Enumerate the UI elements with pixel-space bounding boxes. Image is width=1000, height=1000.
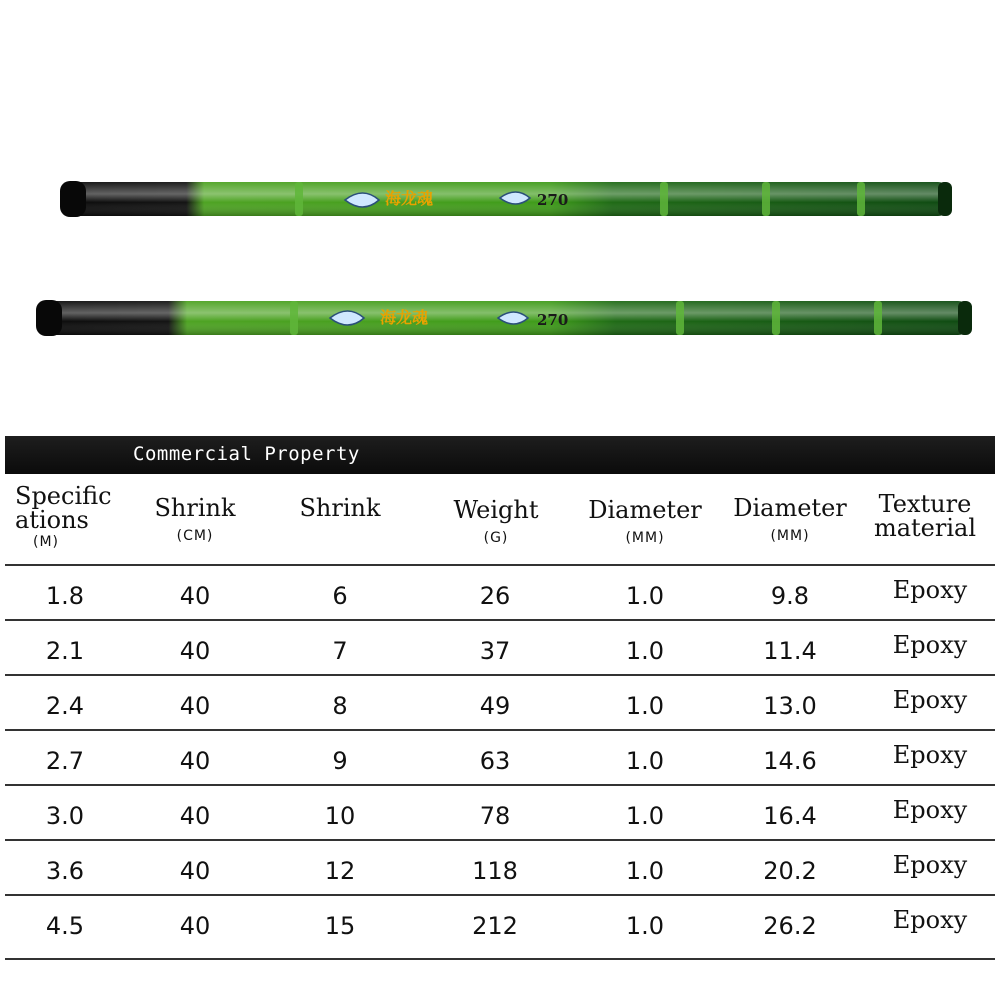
table-row: 2.4 40 8 49 1.0 13.0 Epoxy bbox=[5, 674, 995, 731]
fishing-rod-1 bbox=[60, 181, 952, 217]
table-row: 2.7 40 9 63 1.0 14.6 Epoxy bbox=[5, 729, 995, 786]
rod-length-label: 270 bbox=[537, 311, 569, 329]
rod-images bbox=[0, 0, 1000, 400]
table-row: 3.6 40 12 118 1.0 20.2 Epoxy bbox=[5, 839, 995, 896]
column-header-diameter-1: Diameter (MM) bbox=[588, 496, 702, 546]
table-row: 3.0 40 10 78 1.0 16.4 Epoxy bbox=[5, 784, 995, 841]
table-row: 1.8 40 6 26 1.0 9.8 Epoxy bbox=[5, 564, 995, 621]
table-row: 2.1 40 7 37 1.0 11.4 Epoxy bbox=[5, 619, 995, 676]
table-header-bar bbox=[5, 436, 995, 474]
column-header-specifications: Specific ations (M) bbox=[15, 482, 112, 550]
table-bottom-rule bbox=[5, 958, 995, 960]
column-header-diameter-2: Diameter (MM) bbox=[733, 494, 847, 544]
fishing-rod-2 bbox=[36, 300, 972, 336]
table-row: 4.5 40 15 212 1.0 26.2 Epoxy bbox=[5, 894, 995, 951]
rod-brand-text: 海龙魂 bbox=[385, 189, 434, 208]
rod-length-label: 270 bbox=[537, 191, 569, 209]
column-header-shrink-cm: Shrink (CM) bbox=[154, 494, 236, 544]
rod-brand-text: 海龙魂 bbox=[380, 308, 429, 327]
column-header-shrink: Shrink bbox=[299, 494, 381, 522]
column-header-texture-material: Texture material bbox=[873, 490, 977, 542]
column-header-weight: Weight (G) bbox=[453, 496, 539, 546]
header-title: Commercial Property bbox=[133, 443, 360, 465]
